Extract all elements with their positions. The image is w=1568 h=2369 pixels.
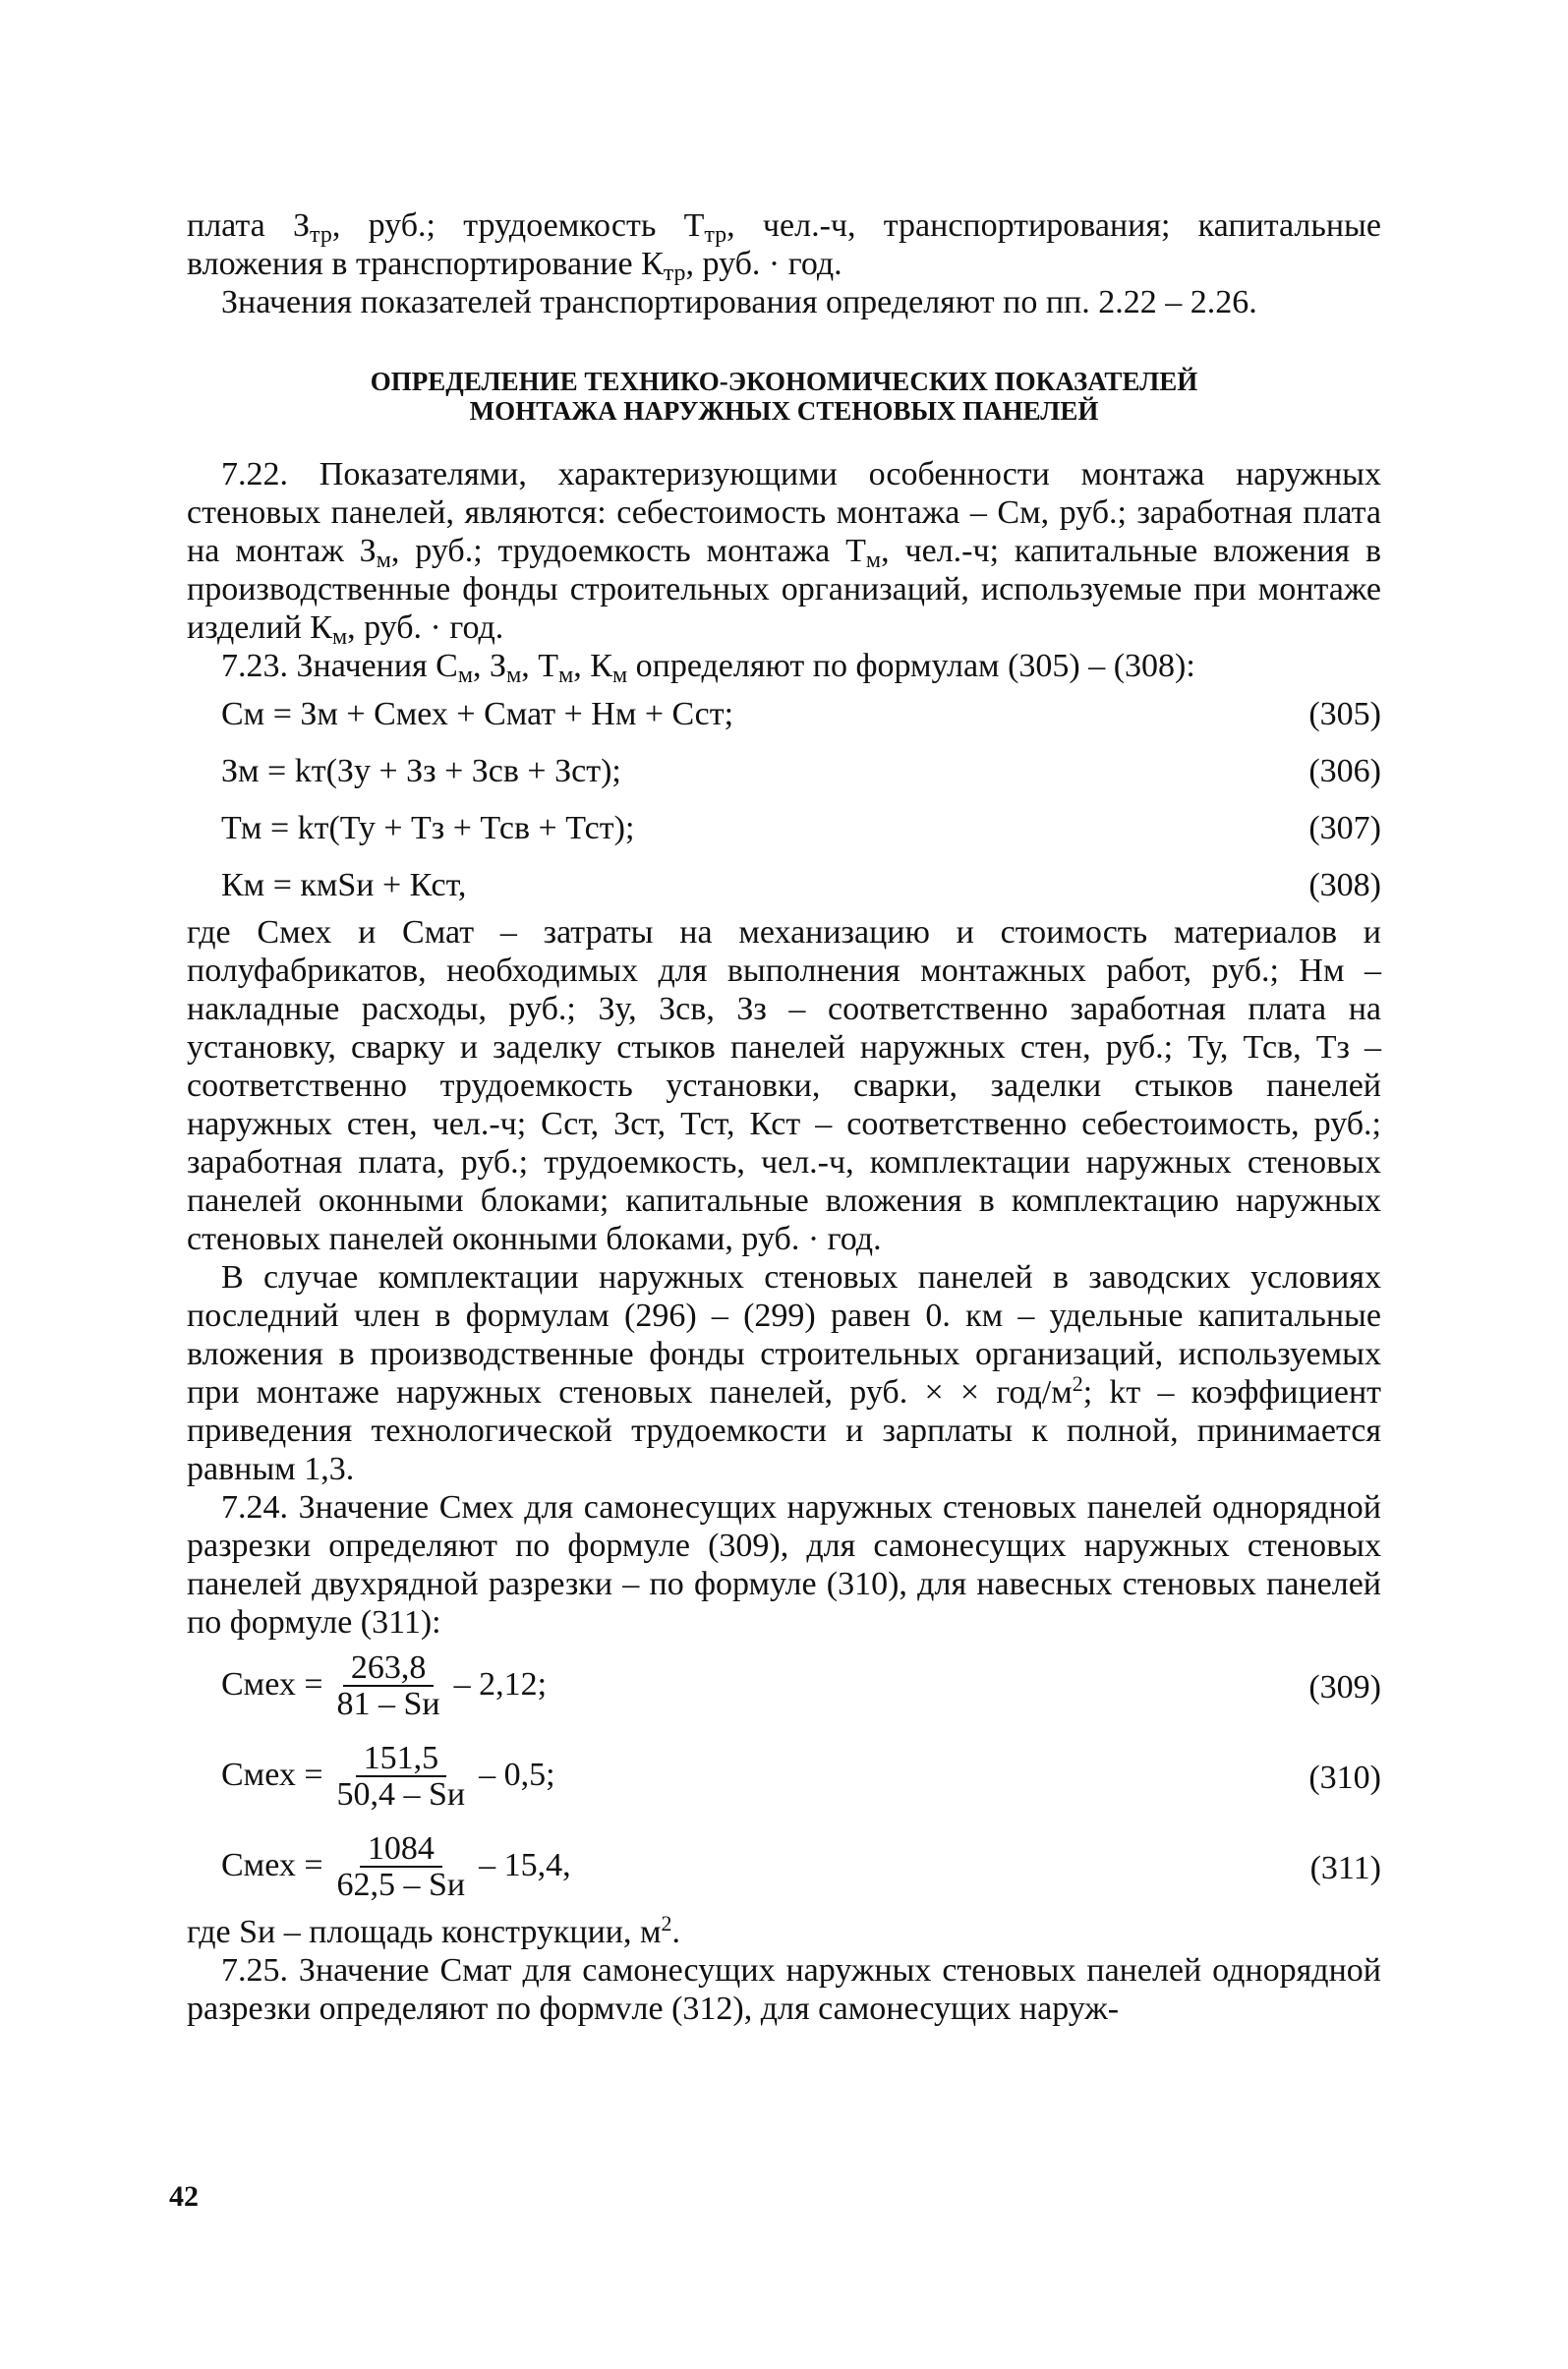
formula-311-fraction: $\frac{1084}{62,5 - Sи}$: [336, 1830, 466, 1903]
formula-311-body: Смех = $\frac{1084}{62,5 - Sи}$ – 15,4,: [221, 1830, 571, 1903]
formula-310-number: (310): [1308, 1759, 1381, 1796]
page-number: 42: [169, 2180, 199, 2213]
formula-309: [187, 1642, 1381, 1732]
heading-line-1: ОПРЕДЕЛЕНИЕ ТЕХНИКО-ЭКОНОМИЧЕСКИХ ПОКАЗАТЕЛЕЙ: [370, 367, 1198, 396]
formula-310-fraction: $\frac{151,5}{50,4 - Sи}$: [336, 1740, 466, 1813]
intro-paragraph: плата $З_{тр}$, руб.; трудоемкость $Т_{тр}$, чел.-ч, транспортирования; капитальные вложения в транспортирование $К_{тр}$, руб. · год.: [187, 207, 1381, 286]
formula-305-body: См = Зм + Смех + Смат + Нм + Сст;: [221, 695, 734, 732]
formula-311-number: (311): [1309, 1849, 1381, 1886]
formula-308-body: Км = кмSи + Кст,: [221, 866, 467, 903]
formula-305: [187, 685, 1381, 742]
heading-line-2: МОНТАЖА НАРУЖНЫХ СТЕНОВЫХ ПАНЕЛЕЙ: [469, 396, 1099, 426]
formula-311: [187, 1822, 1381, 1913]
formula-307-body: Тм = kт(Ту + Тз + Тсв + Тст);: [221, 809, 635, 846]
formula-309-fraction: $\frac{263,8}{81 - Sи}$: [336, 1649, 440, 1722]
formula-306-body: Зм = kт(Зу + Зз + Зсв + Зст);: [221, 752, 621, 789]
formula-309-number: (309): [1308, 1668, 1381, 1705]
factory-case-paragraph: В случае комплектации наружных стеновых панелей в заводских условиях последний член в формулам (296) – (299) равен 0. км – удельные капитальные вложения в производственные фонды строительных организаций, используемых при монтаже наружных стеновых панелей, руб. × × год/$м^2$; kт – коэффициент приведения технологической трудоемкости и зарплаты к полной, принимается равным 1,3.: [187, 1259, 1382, 1487]
formula-310: [187, 1732, 1381, 1822]
paragraph-7-22: 7.22. Показателями, характеризующими особенности монтажа наружных стеновых панелей, являются: себестоимость монтажа – См, руб.; заработная плата на монтаж $З_м$, руб.; трудоемкость монтажа $Т_м$, чел.-ч; капитальные вложения в производственные фонды строительных организаций, используемые при монтаже изделий $К_м$, руб. · год.: [187, 456, 1381, 650]
formula-309-body: Смех = $\frac{263,8}{81 - Sи}$ – 2,12;: [221, 1649, 548, 1722]
transport-values-paragraph: Значения показателей транспортирования определяют по пп. 2.22 – 2.26.: [221, 284, 1257, 320]
formula-307: [187, 799, 1381, 856]
paragraph-7-23: 7.23. Значения $С_м$, $З_м$, $Т_м$, $К_м$ определяют по формулам (305) – (308):: [221, 648, 1195, 688]
formula-305-number: (305): [1308, 695, 1381, 732]
paragraph-7-24: 7.24. Значение Cмех для самонесущих наружных стеновых панелей однорядной разрезки определяют по формуле (309), для самонесущих наружных стеновых панелей двухрядной разрезки – по формуле (310), для навесных стеновых панелей по формуле (311):: [187, 1489, 1381, 1641]
paragraph-7-25: 7.25. Значение Смат для самонесущих наружных стеновых панелей однорядной разрезки определяют по формvле (312), для самонесущих наруж-: [187, 1952, 1381, 2027]
formula-307-number: (307): [1308, 809, 1381, 846]
where-definitions-paragraph: где Cмех и Смат – затраты на механизацию и стоимость материалов и полуфабрикатов, необходимых для выполнения монтажных работ, руб.; Нм – накладные расходы, руб.; Зу, Зсв, Зз – соответственно заработная плата на установку, сварку и заделку стыков панелей наружных стен, руб.; Ту, Тсв, Тз – соответственно трудоемкость установки, сварки, заделки стыков панелей наружных стен, чел.-ч; Сст, Зст, Тст, Кст – соответственно себестоимость, руб.; заработная плата, руб.; трудоемкость, чел.-ч, комплектации наружных стеновых панелей оконными блоками; капитальные вложения в комплектацию наружных стеновых панелей оконными блоками, руб. · год.: [187, 914, 1381, 1257]
formula-308: [187, 856, 1381, 913]
formula-308-number: (308): [1308, 866, 1381, 903]
section-heading: [187, 367, 1381, 426]
formula-310-body: Смех = $\frac{151,5}{50,4 - Sи}$ – 0,5;: [221, 1740, 555, 1813]
where-area-paragraph: где Sи – площадь конструкции, $м^2$.: [187, 1911, 681, 1950]
formula-306: [187, 742, 1381, 799]
formula-306-number: (306): [1308, 752, 1381, 789]
